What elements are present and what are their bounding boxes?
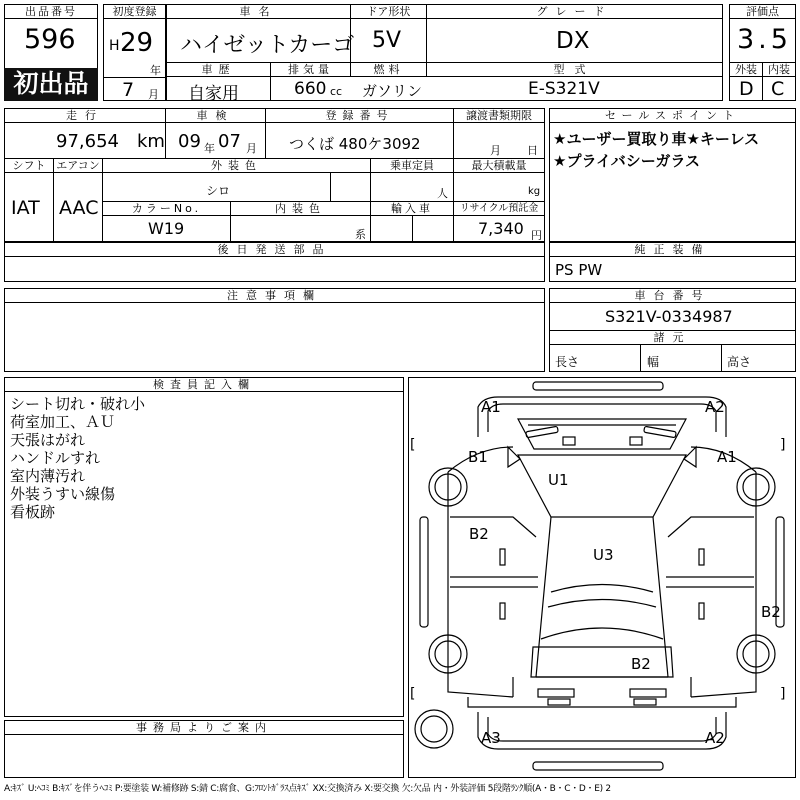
grade-label: グレード <box>426 4 723 19</box>
interior-grade: C <box>771 78 785 100</box>
remark-line: 外装うすい線傷 <box>10 485 116 503</box>
car-diagram <box>408 377 796 778</box>
interior-label: 内装 <box>762 62 796 77</box>
displacement-unit: cc <box>330 85 343 98</box>
grade: DX <box>556 28 590 54</box>
exterior-grade: D <box>739 78 754 100</box>
fuel-label: 燃料 <box>350 62 427 77</box>
reg-month-unit: 月 <box>148 88 159 101</box>
bracket-left-rear: [ <box>410 686 416 702</box>
sales-point-line: ★ユーザー買取り車★キーレス <box>553 130 760 148</box>
details-box <box>4 108 545 242</box>
capacity-label: 乗車定員 <box>370 158 454 173</box>
remark-line: 看板跡 <box>10 503 56 521</box>
width-label: 幅 <box>647 355 660 369</box>
first-registration-label: 初度登録 <box>103 4 166 19</box>
displacement: 660 <box>294 79 327 99</box>
reg-year-unit: 年 <box>150 64 161 77</box>
recycle-label: リサイクル預託金 <box>453 201 545 216</box>
car-name-label: 車名 <box>166 4 351 19</box>
inspection-label: 車検 <box>165 108 266 123</box>
chassis-label: 車台番号 <box>549 288 796 303</box>
remark-line: ハンドルすれ <box>10 449 101 467</box>
notes-label: 注意事項欄 <box>4 288 545 303</box>
model-code-label: 型式 <box>426 62 723 77</box>
mileage: 97,654 <box>56 131 119 152</box>
capacity-unit: 人 <box>437 187 448 200</box>
office-label: 事務局よりご案内 <box>4 720 404 735</box>
remark-line: シート切れ・破れ小 <box>10 395 146 413</box>
int-color-unit: 系 <box>355 228 366 241</box>
color-number: W19 <box>148 219 185 238</box>
damage-mark: B2 <box>631 655 651 673</box>
recycle-fee: 7,340 <box>478 219 524 238</box>
damage-mark: B1 <box>468 448 488 466</box>
inspection-year-unit: 年 <box>204 142 215 155</box>
mileage-unit: km <box>137 131 165 152</box>
history-label: 車歴 <box>166 62 271 77</box>
era: H <box>109 38 120 54</box>
genuine-equipment-label: 純正装備 <box>549 242 796 257</box>
door-type: 5V <box>372 28 402 53</box>
reg-month: 7 <box>122 79 135 101</box>
bracket-right-front: ] <box>780 437 786 453</box>
displacement-label: 排気量 <box>270 62 351 77</box>
fuel: ガソリン <box>362 82 423 100</box>
recycle-unit: 円 <box>531 229 542 242</box>
transfer-deadline-label: 譲渡書類期限 <box>453 108 545 123</box>
damage-mark: B2 <box>761 603 781 621</box>
car-name: ハイゼットカーゴ <box>180 33 355 58</box>
damage-mark: A1 <box>717 448 737 466</box>
history: 自家用 <box>188 84 239 104</box>
shift-label: シフト <box>4 158 54 173</box>
mileage-label: 走行 <box>4 108 166 123</box>
int-color-label: 内装色 <box>230 201 371 216</box>
max-load-label: 最大積載量 <box>453 158 545 173</box>
damage-mark: A2 <box>705 729 725 747</box>
chassis-number: S321V-0334987 <box>605 307 733 326</box>
inspection-month-unit: 月 <box>246 142 257 155</box>
damage-mark: U3 <box>593 546 614 564</box>
lot-number-label: 出品番号 <box>4 4 98 19</box>
remark-line: 室内薄汚れ <box>10 467 86 485</box>
ac-label: エアコン <box>53 158 103 173</box>
transfer-day-unit: 日 <box>527 144 538 157</box>
remark-line: 荷室加工、ＡＵ <box>10 413 116 431</box>
damage-mark: A3 <box>481 729 501 747</box>
sales-points-box <box>549 108 796 242</box>
legend: A:ｷｽﾞ U:ﾍｺﾐ B:ｷｽﾞを伴うﾍｺﾐ P:要塗装 W:補修跡 S:錆 C:腐食、G:ﾌﾛﾝﾄｶﾞﾗｽ点ｷｽﾞ XX:交換済み X:要交換 欠:欠品 内・外装評価 5段階ﾗﾝｸ順(A・B・C・D・E) 2 <box>4 784 611 794</box>
remark-line: 天張はがれ <box>10 431 86 449</box>
bracket-right-rear: ] <box>780 686 786 702</box>
damage-mark: A2 <box>705 398 725 416</box>
reg-number-label: 登録番号 <box>265 108 454 123</box>
bracket-left-front: [ <box>410 437 416 453</box>
max-load-unit: kg <box>528 186 541 197</box>
genuine-equipment: PS PW <box>555 261 603 279</box>
transfer-month-unit: 月 <box>490 144 501 157</box>
air-conditioner: AAC <box>59 197 99 219</box>
color-no-label: カラーNo. <box>102 201 231 216</box>
inspector-remarks <box>10 395 145 521</box>
height-label: 高さ <box>727 355 752 369</box>
sales-points-label: セールスポイント <box>549 108 796 123</box>
lot-number: 596 <box>24 24 76 55</box>
ext-color: シロ <box>206 184 231 198</box>
reg-year: 29 <box>120 28 154 58</box>
import-label: 輸入車 <box>370 201 454 216</box>
shift: IAT <box>11 197 40 219</box>
later-parts-label: 後日発送部品 <box>4 242 545 257</box>
inspector-label: 検査員記入欄 <box>4 377 404 392</box>
ext-color-label: 外装色 <box>102 158 371 173</box>
damage-mark: U1 <box>548 471 569 489</box>
inspection-month: 07 <box>218 131 241 152</box>
registration-number: つくば 480ケ3092 <box>289 135 421 153</box>
first-listing-badge: 初出品 <box>4 68 98 101</box>
inspection-year: 09 <box>178 131 201 152</box>
score-label: 評価点 <box>729 4 796 19</box>
model-code: E-S321V <box>528 79 600 99</box>
door-label: ドア形状 <box>350 4 427 19</box>
damage-mark: B2 <box>469 525 489 543</box>
damage-mark: A1 <box>481 398 501 416</box>
exterior-label: 外装 <box>729 62 763 77</box>
score: 3.5 <box>737 24 792 55</box>
sales-point-line: ★プライバシーガラス <box>553 152 700 170</box>
length-label: 長さ <box>555 355 580 369</box>
dimensions-label: 諸元 <box>549 330 796 345</box>
